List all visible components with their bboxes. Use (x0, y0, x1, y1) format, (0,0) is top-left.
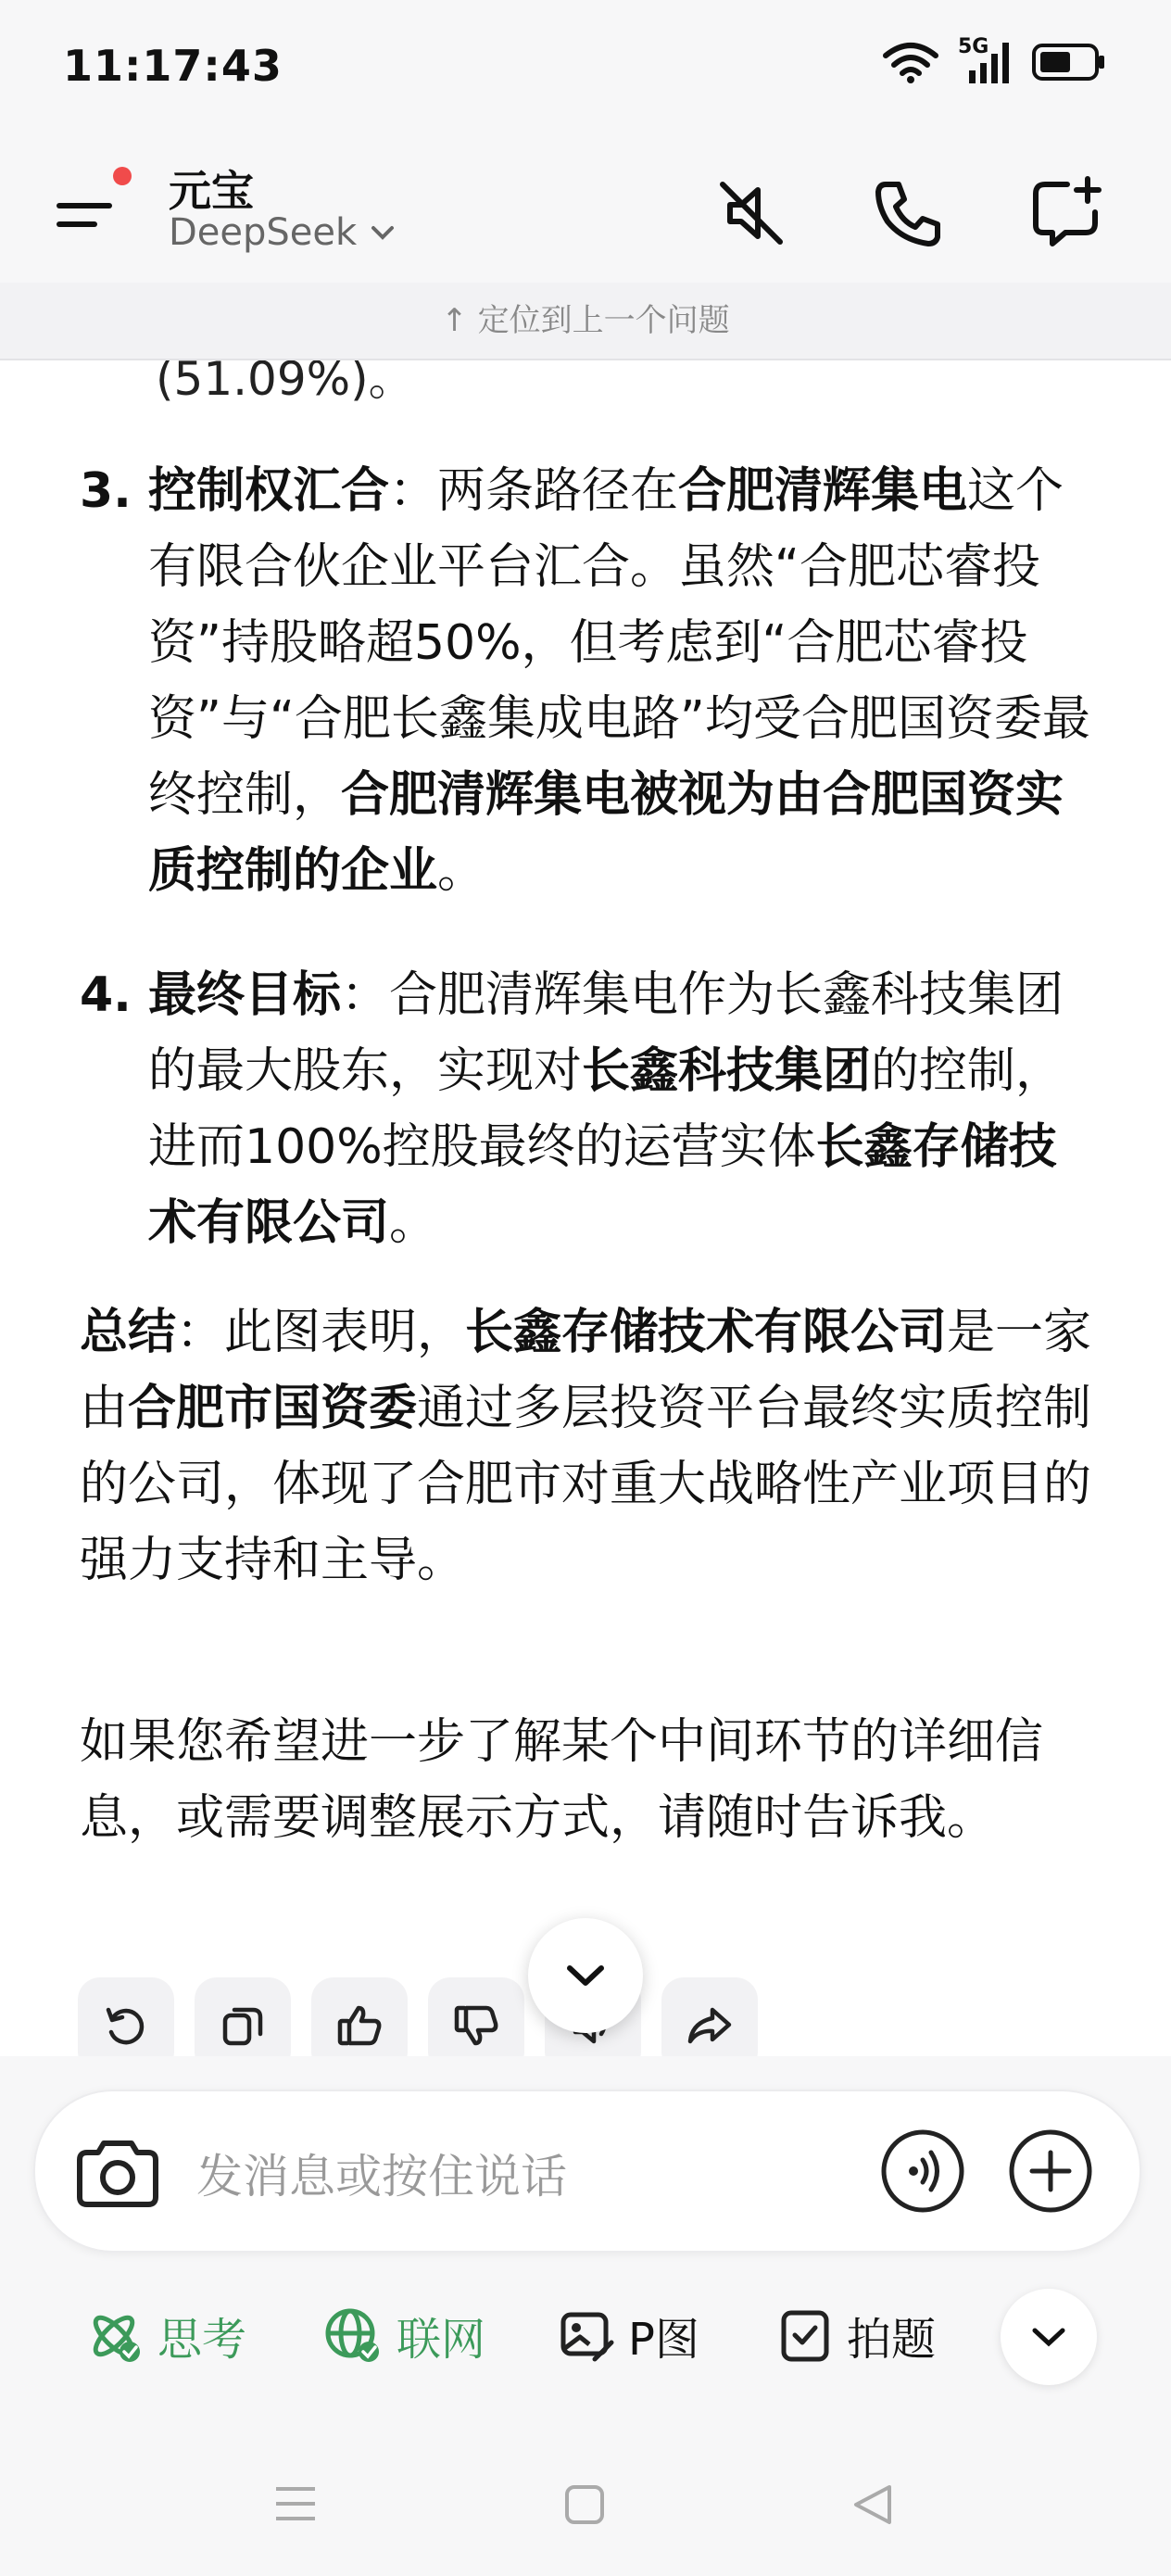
copy-icon (218, 2001, 268, 2051)
app-header (0, 139, 1171, 283)
chevron-down-icon (1030, 2325, 1067, 2349)
web-label: 联网 (397, 2314, 486, 2366)
item-text: 的控制，进而100%控股最终的运营实体 (148, 1043, 1064, 1175)
item-bold: 长鑫存储技术有限公司 (148, 1119, 1057, 1251)
copy-button[interactable] (195, 1977, 291, 2056)
summary-text: 通过多层投资平台最终实质控制的公司，体现了合肥市对重大战略性产业项目的强力支持和主导。 (80, 1381, 1092, 1588)
message-composer (33, 2090, 1141, 2253)
image-edit-button[interactable] (558, 2304, 699, 2368)
closing-paragraph: 如果您希望进一步了解某个中间环节的详细信息，或需要调整展示方式，请随时告诉我。 (80, 1714, 1044, 1846)
status-bar (0, 0, 1171, 139)
think-label: 思考 (157, 2314, 247, 2366)
status-icons (882, 35, 1106, 85)
network-type: 5G (958, 35, 989, 58)
pimage-label: P图 (628, 2314, 699, 2366)
list-number: 4. (80, 967, 132, 1023)
item-title: 最终目标 (148, 967, 342, 1023)
item-text: 这个有限合伙企业平台汇合。虽然“合肥芯睿投资”持股略超50%，但考虑到“合肥芯睿投资”与“合肥长鑫集成电路”均受合肥国资委最终控制， (148, 463, 1090, 823)
atom-icon (83, 2305, 145, 2367)
notification-dot (113, 167, 132, 185)
cellular-signal-icon (958, 35, 1014, 85)
phone-icon[interactable] (867, 171, 951, 255)
list-number: 3. (80, 463, 132, 519)
dislike-button[interactable] (428, 1977, 524, 2056)
back-icon[interactable] (852, 2483, 893, 2526)
camera-icon[interactable] (76, 2132, 159, 2212)
summary-bold: 长鑫存储技术有限公司 (465, 1305, 948, 1360)
app-title: 元宝 (169, 166, 254, 216)
scroll-to-bottom-button[interactable] (528, 1918, 643, 2033)
thumbs-down-icon (451, 2001, 501, 2051)
battery-icon (1032, 42, 1106, 82)
message-content (0, 360, 1171, 2056)
item-bold: 合肥清辉集电 (678, 463, 968, 519)
item-text: ：两条路径在 (389, 463, 679, 519)
item-text: ：合肥清辉集电作为长鑫科技集团的最大股东，实现对 (148, 967, 1064, 1099)
thumbs-up-icon (334, 2001, 384, 2051)
system-nav-bar (0, 2446, 1171, 2576)
status-time: 11:17:43 (63, 41, 283, 91)
item-bold: 合肥清辉集电被视为由合肥国资实质控制的企业 (148, 767, 1064, 899)
image-edit-icon (558, 2307, 615, 2365)
model-selector[interactable] (169, 211, 396, 254)
message-input[interactable]: 发消息或按住说话 (196, 2150, 567, 2203)
summary-text: ：此图表明， (176, 1305, 466, 1360)
share-icon (685, 2001, 735, 2051)
model-name: DeepSeek (169, 211, 358, 254)
regenerate-button[interactable] (78, 1977, 174, 2056)
recent-apps-icon[interactable] (274, 2483, 317, 2524)
item-title: 控制权汇合 (148, 463, 390, 519)
share-button[interactable] (661, 1977, 758, 2056)
summary-bold: 合肥市国资委 (128, 1381, 418, 1436)
speaker-mute-icon[interactable] (710, 171, 793, 255)
like-button[interactable] (311, 1977, 408, 2056)
item-bold: 长鑫科技集团 (582, 1043, 872, 1099)
voice-call-icon[interactable] (878, 2127, 967, 2216)
plus-icon[interactable] (1006, 2127, 1095, 2216)
item-text: 。 (389, 1195, 438, 1251)
list-item (80, 957, 1099, 1261)
partial-line: (51.09%)。 (156, 360, 415, 406)
menu-button[interactable] (54, 167, 128, 241)
think-toggle[interactable] (83, 2304, 246, 2368)
summary-paragraph (80, 1294, 1099, 1598)
chevron-down-icon (370, 223, 396, 242)
list-item (80, 453, 1099, 909)
summary-text: 是一家由 (80, 1305, 1092, 1436)
item-text: 。 (437, 843, 486, 899)
message-actions (78, 1977, 758, 2056)
toolbar-expand-button[interactable] (1001, 2289, 1097, 2385)
web-search-toggle[interactable] (322, 2304, 485, 2368)
wifi-icon (882, 41, 939, 83)
checklist-icon (776, 2307, 834, 2365)
jump-to-previous-question[interactable]: ↑ 定位到上一个问题 (0, 283, 1171, 360)
globe-icon (322, 2305, 384, 2367)
home-icon[interactable] (563, 2483, 606, 2526)
chevron-down-icon (564, 1962, 607, 1989)
summary-label: 总结 (80, 1305, 177, 1360)
refresh-icon (101, 2001, 151, 2051)
new-chat-icon[interactable] (1025, 171, 1108, 255)
photo-question-button[interactable] (776, 2304, 936, 2368)
feature-toolbar (0, 2289, 1171, 2391)
photo-question-label: 拍题 (847, 2314, 937, 2366)
